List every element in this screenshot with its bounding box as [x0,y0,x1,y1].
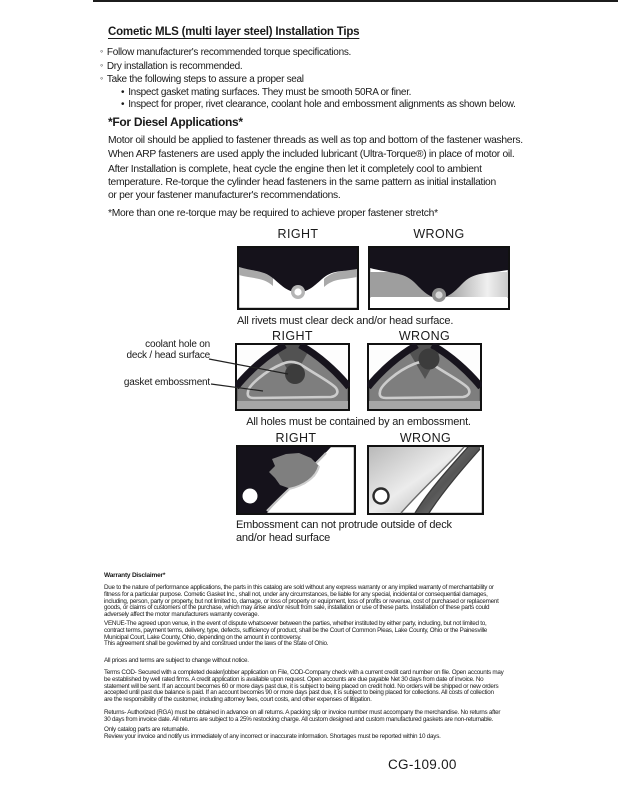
diesel-applications-heading: *For Diesel Applications* [108,115,243,129]
coolant-hole-icon [419,349,440,370]
callout-leader-lines [100,328,320,400]
row1-right-label: RIGHT [277,227,319,241]
tip-bullet: ◦ Dry installation is recommended. [100,60,516,74]
returns-paragraph: Returns- Authorized (RGA) must be obtained in advance on all returns. A packing slip or invoice number must accompany the merchandise. No returns after 30 days from invoice date. All returns are subject to a 25% restocking charge. All custom designed and custom manufactured gaskets are non-returnable. [104,709,501,723]
row2-right-label: RIGHT [272,329,313,343]
rivet-center [435,291,442,298]
embossment-protrusion-wrong-diagram [367,445,484,515]
row1-caption: All rivets must clear deck and/or head surface. [237,315,454,327]
warranty-paragraph: Due to the nature of performance applications, the parts in this catalog are sold without any express warranty or any implied warranty of merchantability or fitness for a particular purpose. Cometic Gasket Inc., shall not, under any circumstances, be liable for any special, incidental or consequential damages, including, person, party or property, but not limited to, damage, or loss of property or equipment, loss of profits or revenue, cost of purchased or replacement goods, or claims of customers of the purchase, which may arise and/or result from sale, installation or use of these parts. Installation of these parts could adversely affect the motor manufacturers warranty coverage. [104,584,499,619]
page-title: Cometic MLS (multi layer steel) Installation Tips [108,26,360,38]
catalog-parts-paragraph: Only catalog parts are returnable. Review your invoice and notify us immediately of any incorrect or inaccurate information. Shortages must be reported within 10 days. [104,726,441,740]
coolant-hole-leader-line [209,359,288,374]
rivet-center [294,288,301,295]
retorque-note: *More than one re-torque may be required to achieve proper fastener stretch* [108,208,438,219]
coolant-hole-callout: coolant hole on deck / head surface [126,339,210,361]
page-number: CG-109.00 [388,757,457,772]
gasket-bottom-strip [369,401,480,409]
prices-paragraph: All prices and terms are subject to change without notice. [104,657,249,664]
row3-right-label: RIGHT [275,431,317,445]
rivet-clearance-wrong-diagram [368,246,510,310]
bolt-hole-icon [374,489,389,504]
gasket-bottom-strip [237,401,348,409]
bolt-hole-icon [243,489,258,504]
row2-caption: All holes must be contained by an embossment. [246,416,471,428]
tip-sub-bullet: • Inspect for proper, rivet clearance, coolant hole and embossment alignments as shown below. [121,99,516,112]
tip-bullet: ◦ Take the following steps to assure a proper seal [100,73,516,87]
diesel-paragraph-1: Motor oil should be applied to fastener threads as well as top and bottom of the fastener washers. When ARP fasteners are used apply the included lubricant (Ultra-Torque®) in place of motor oil. [108,135,523,160]
embossment-protrusion-right-diagram [236,445,356,515]
tip-bullet: ◦ Follow manufacturer's recommended torque specifications. [100,46,516,60]
diesel-paragraph-2: After Installation is complete, heat cycle the engine then let it completely cool to ambient temperature. Re-torque the cylinder head fasteners in the same pattern as initial installation or per your fastener manufacturer's recommendations. [108,164,496,201]
top-rule-divider [93,0,618,2]
embossment-leader-line [211,384,263,391]
gasket-embossment-callout: gasket embossment [123,377,210,388]
row3-wrong-label: WRONG [399,431,452,445]
warranty-disclaimer-heading: Warranty Disclaimer* [104,572,166,579]
terms-cod-paragraph: Terms COD- Secured with a completed dealer/jobber application on File, COD-Company check with a current credit card number on file. Open accounts may be established by well rated firms. A credit application is available upon request. Open accounts are due payable Net 30 days from date of invoice. No statement will be sent. If an account becomes 60 or more days past due, it is subject to being placed on credit hold. No orders will be shipped or new orders accepted until past due balance is paid. If an account becomes 90 or more days past due, it is subject to being placed for collections. All costs of collection are the responsibility of the customer, including attorney fees, court costs, and other expenses of litigation. [104,669,504,704]
installation-tips-list [100,46,516,112]
tip-sub-bullet: • Inspect gasket mating surfaces. They must be smooth 50RA or finer. [121,87,516,100]
row1-wrong-label: WRONG [413,227,465,241]
coolant-hole-wrong-diagram [367,343,482,411]
row3-caption: Embossment can not protrude outside of deck and/or head surface [236,519,452,544]
venue-paragraph: VENUE-The agreed upon venue, in the event of dispute whatsoever between the parties, whether instituted by either party, including, but not limited to, contract terms, payment terms, delivery, type, defects, sufficiency of product, shall be the Court of Common Pleas, Lake County, Ohio or the Painesville Municipal Court, Lake County, Ohio, depending on the amount in controversy. This agreement shall be governed by and construed under the laws of the State of Ohio. [104,620,488,648]
rivet-clearance-right-diagram [237,246,359,310]
row2-wrong-label: WRONG [398,329,451,343]
